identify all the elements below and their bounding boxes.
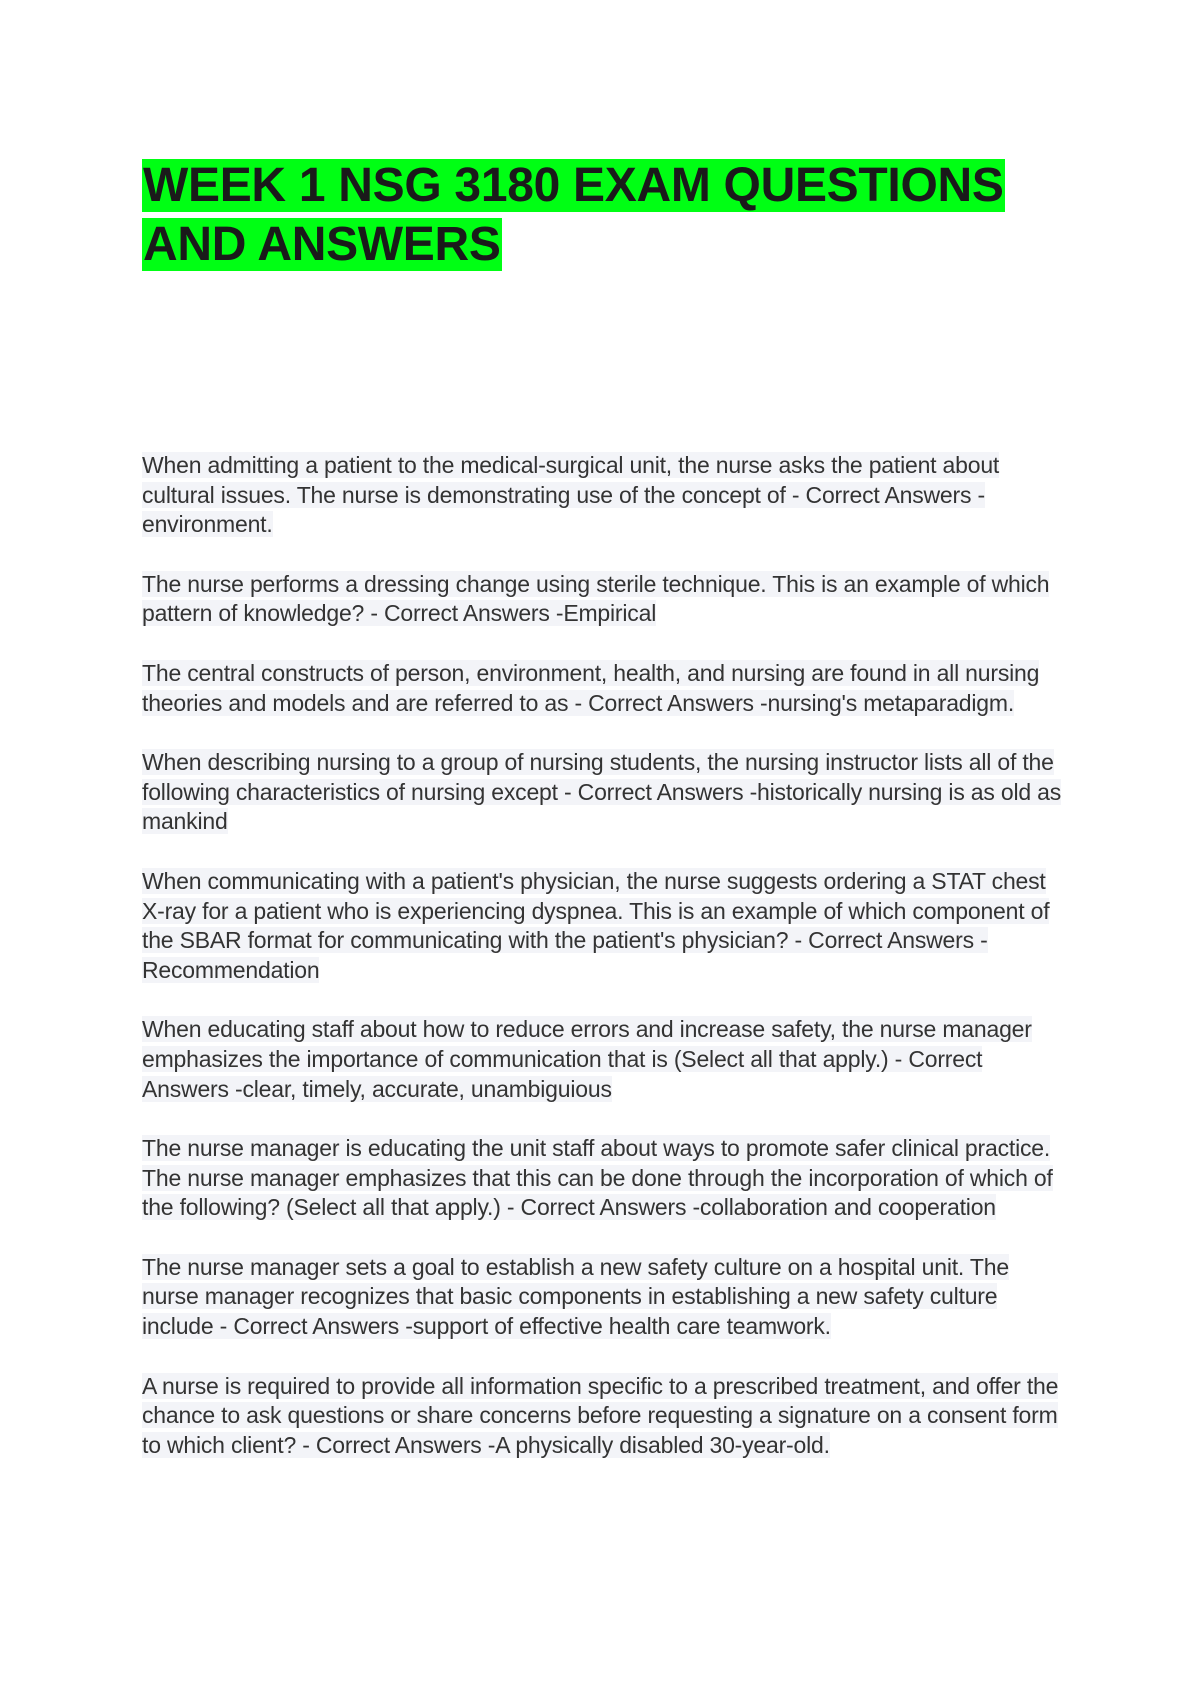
qa-text: A nurse is required to provide all information specific to a prescribed treatment, and offer the chance to ask questions or share concerns before requesting a signature on a consent form to which client? - Correct Answers -A physically disabled 30-year-old.: [142, 1372, 1059, 1458]
qa-text: When describing nursing to a group of nursing students, the nursing instructor lists all of the following characteristics of nursing except - Correct Answers -historically nursing is as old as mankind: [142, 749, 1062, 835]
qa-list: [142, 451, 1062, 1490]
qa-text: The nurse manager is educating the unit staff about ways to promote safer clinical practice. The nurse manager emphasizes that this can be done through the incorporation of which of the following? (Select all that apply.) - Correct Answers -collaboration and cooperation: [142, 1135, 1053, 1221]
qa-item: [142, 867, 1062, 985]
qa-item: [142, 451, 1062, 540]
qa-item: [142, 570, 1062, 629]
qa-text: The nurse manager sets a goal to establish a new safety culture on a hospital unit. The nurse manager recognizes that basic components in establishing a new safety culture include - Correct Answers -support of effective health care teamwork.: [142, 1253, 1009, 1340]
title-block: [142, 156, 1042, 274]
page-title: [142, 156, 1042, 274]
qa-item: [142, 659, 1062, 718]
qa-text: When communicating with a patient's physician, the nurse suggests ordering a STAT chest X-ray for a patient who is experiencing dyspnea. This is an example of which component of the SBAR format for communicating with the patient's physician? - Correct Answers -Recommendation: [142, 867, 1050, 983]
qa-text: When admitting a patient to the medical-surgical unit, the nurse asks the patient about cultural issues. The nurse is demonstrating use of the concept of - Correct Answers -environment.: [142, 452, 1000, 538]
title-highlight-line-1: WEEK 1 NSG 3180 EXAM QUESTIONS: [143, 159, 1004, 212]
qa-item: [142, 1253, 1062, 1342]
qa-text: The nurse performs a dressing change using sterile technique. This is an example of which pattern of knowledge? - Correct Answers -Empirical: [142, 570, 1050, 627]
qa-item: [142, 1015, 1062, 1104]
qa-item: [142, 1372, 1062, 1461]
qa-item: [142, 748, 1062, 837]
qa-text: When educating staff about how to reduce errors and increase safety, the nurse manager emphasizes the importance of communication that is (Select all that apply.) - Correct Answers -clear, timely, accurate, unambiguious: [142, 1016, 1032, 1102]
qa-text: The central constructs of person, environment, health, and nursing are found in all nursing theories and models and are referred to as - Correct Answers -nursing's metaparadigm.: [142, 659, 1040, 716]
title-highlight-line-2: AND ANSWERS: [143, 218, 501, 271]
qa-item: [142, 1134, 1062, 1223]
